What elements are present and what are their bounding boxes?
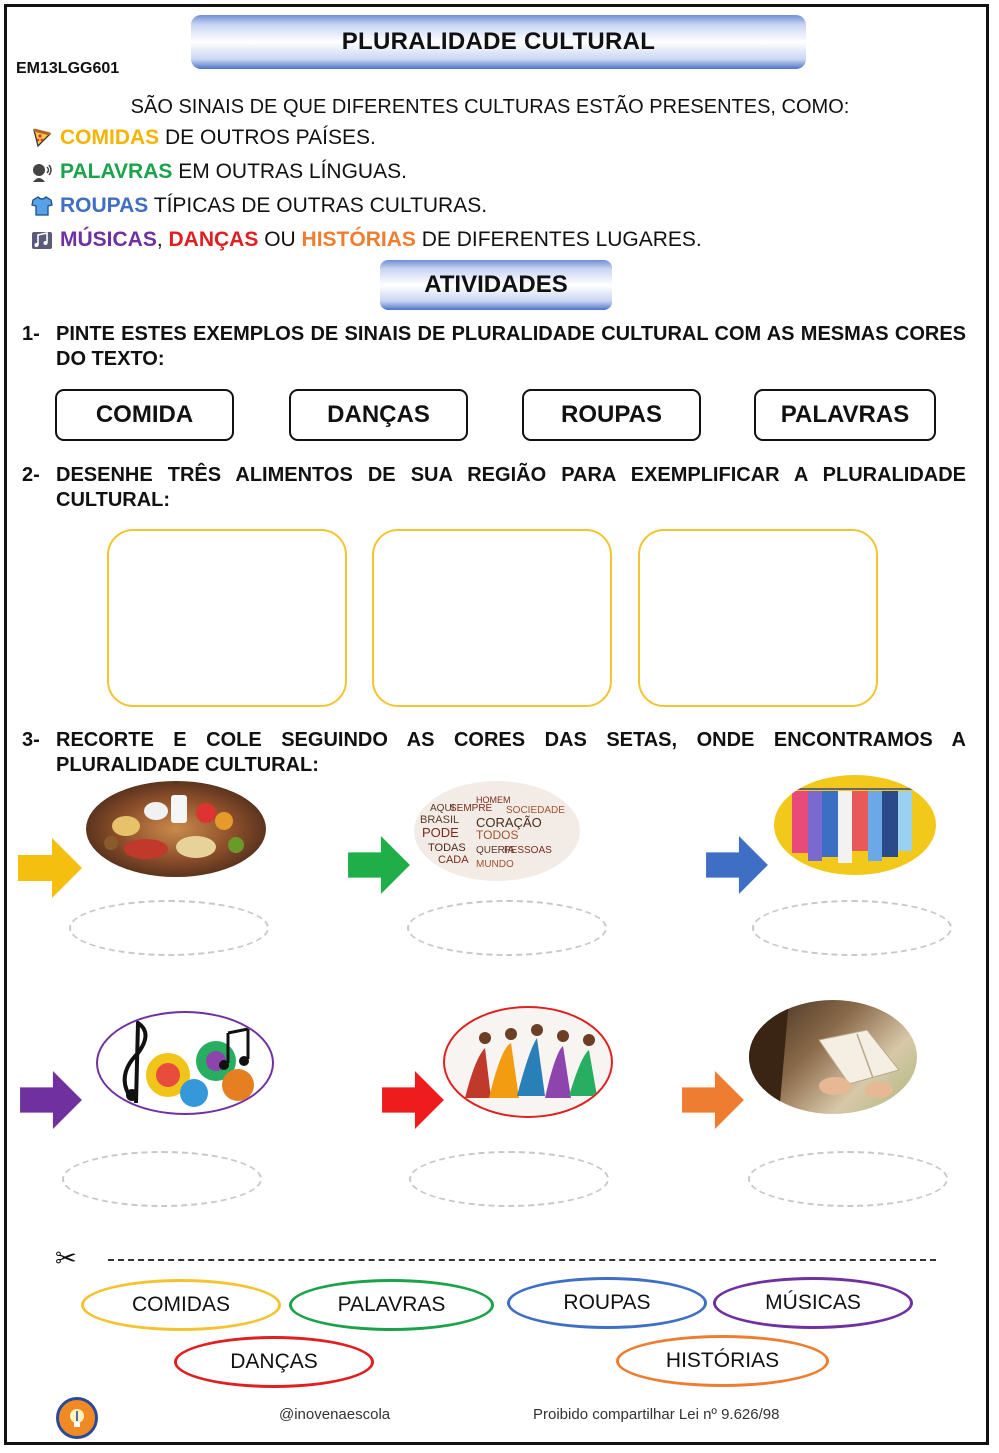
word-cloud-word: HOMEM [476, 795, 511, 805]
paint-box-roupas[interactable]: ROUPAS [522, 389, 701, 441]
word-cloud-word: PODE [422, 825, 459, 840]
keyword-musicas: MÚSICAS [60, 228, 157, 251]
paste-slot-5[interactable] [409, 1151, 609, 1207]
keyword-palavras: PALAVRAS [60, 160, 173, 183]
cut-line [108, 1259, 936, 1261]
paste-slot-2[interactable] [407, 900, 607, 956]
book-reading-image [749, 1000, 917, 1114]
food-image [86, 781, 266, 877]
red-arrow-icon [380, 1071, 446, 1129]
scissors-icon: ✂ [55, 1243, 77, 1273]
activities-title: ATIVIDADES [380, 260, 612, 310]
paste-slot-6[interactable] [748, 1151, 948, 1207]
paste-slot-1[interactable] [69, 900, 269, 956]
word-cloud-word: CORAÇÃO [476, 815, 542, 830]
pizza-icon [30, 127, 54, 149]
drawing-box-3[interactable] [638, 529, 878, 707]
speaking-head-icon [30, 161, 54, 183]
green-arrow-icon [348, 836, 410, 894]
intro-line-words: PALAVRAS EM OUTRAS LÍNGUAS. [30, 160, 407, 184]
words-cloud-image [414, 781, 580, 881]
page-frame [4, 4, 989, 1445]
question-2: 2- DESENHE TRÊS ALIMENTOS DE SUA REGIÃO PARA EXEMPLIFICAR A PLURALIDADE CULTURAL: [22, 464, 966, 511]
footer-notice: Proibido compartilhar Lei nº 9.626/98 [533, 1406, 780, 1423]
music-image [96, 1011, 274, 1115]
keyword-comidas: COMIDAS [60, 126, 160, 149]
paste-slot-4[interactable] [62, 1151, 262, 1207]
cutout-historias[interactable]: HISTÓRIAS [616, 1335, 829, 1387]
question-3: 3- RECORTE E COLE SEGUINDO AS CORES DAS SETAS, ONDE ENCONTRAMOS A PLURALIDADE CULTURAL: [22, 729, 966, 776]
music-notes-icon [30, 229, 54, 251]
blue-arrow-icon [703, 836, 771, 894]
word-cloud-word: AQUI [430, 803, 455, 814]
word-cloud-word: SOCIEDADE [506, 805, 565, 816]
purple-arrow-icon [18, 1071, 84, 1129]
cutout-palavras[interactable]: PALAVRAS [289, 1279, 494, 1331]
intro-lead: SÃO SINAIS DE QUE DIFERENTES CULTURAS ESTÃO PRESENTES, COMO: [130, 96, 850, 118]
drawing-box-1[interactable] [107, 529, 347, 707]
word-cloud-word: TODAS [428, 842, 466, 854]
shirt-icon [30, 195, 54, 217]
school-logo-icon [56, 1397, 98, 1439]
intro-line-arts: MÚSICAS, DANÇAS OU HISTÓRIAS DE DIFERENTES LUGARES. [30, 228, 702, 252]
footer-handle: @inovenaescola [279, 1406, 391, 1423]
page-title: PLURALIDADE CULTURAL [191, 15, 806, 69]
word-cloud-word: CADA [438, 854, 469, 866]
cutout-roupas[interactable]: ROUPAS [507, 1277, 707, 1329]
word-cloud-word: MUNDO [476, 859, 514, 870]
dances-image [443, 1006, 613, 1118]
orange-arrow-icon [679, 1071, 747, 1129]
word-cloud-word: QUERIA [476, 845, 515, 856]
keyword-roupas: ROUPAS [60, 194, 149, 217]
word-cloud-word: PESSOAS [504, 845, 552, 856]
intro-line-foods: COMIDAS DE OUTROS PAÍSES. [30, 126, 376, 150]
yellow-arrow-icon [18, 838, 82, 898]
keyword-dancas: DANÇAS [168, 228, 259, 251]
word-cloud-word: BRASIL [420, 814, 460, 826]
cutout-dancas[interactable]: DANÇAS [174, 1336, 374, 1388]
skill-code: EM13LGG601 [16, 60, 120, 77]
paste-slot-3[interactable] [752, 900, 952, 956]
keyword-historias: HISTÓRIAS [301, 228, 416, 251]
paint-box-comida[interactable]: COMIDA [55, 389, 234, 441]
word-cloud-word: TODOS [476, 828, 519, 842]
cutout-musicas[interactable]: MÚSICAS [713, 1277, 913, 1329]
clothes-image [774, 775, 936, 875]
cutout-comidas[interactable]: COMIDAS [81, 1279, 281, 1331]
drawing-box-2[interactable] [372, 529, 612, 707]
question-1: 1- PINTE ESTES EXEMPLOS DE SINAIS DE PLURALIDADE CULTURAL COM AS MESMAS CORES DO TEXTO: [22, 323, 966, 370]
paint-box-dancas[interactable]: DANÇAS [289, 389, 468, 441]
word-cloud-word: SEMPRE [450, 803, 493, 814]
paint-box-palavras[interactable]: PALAVRAS [754, 389, 936, 441]
intro-line-clothes: ROUPAS TÍPICAS DE OUTRAS CULTURAS. [30, 194, 487, 218]
